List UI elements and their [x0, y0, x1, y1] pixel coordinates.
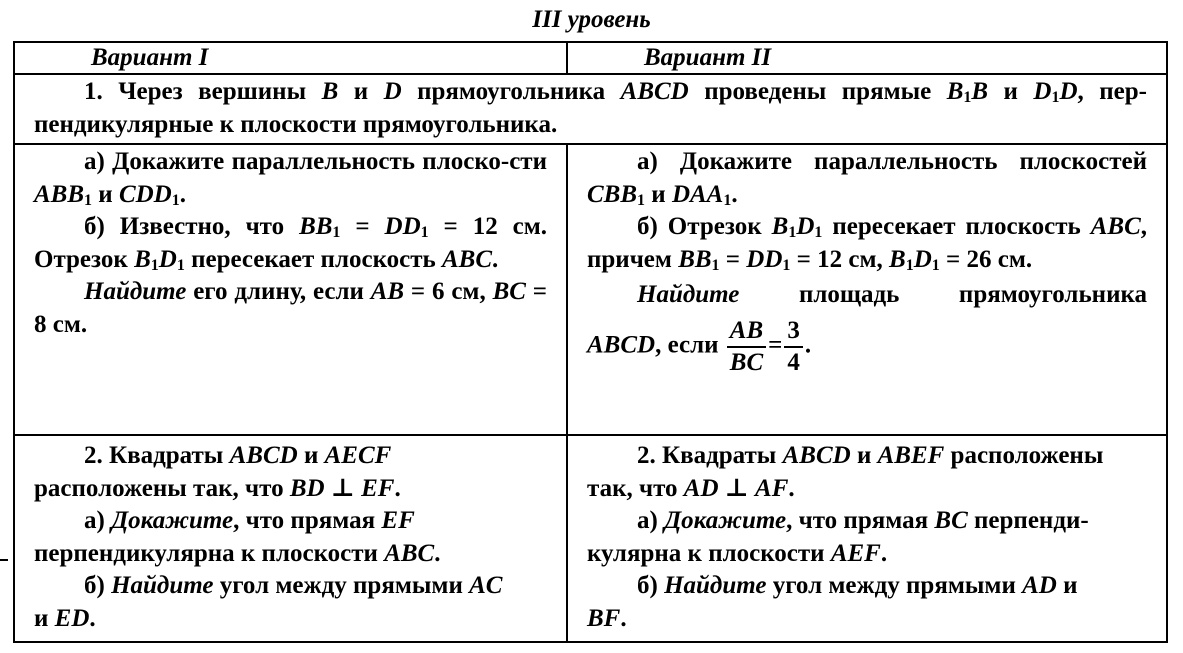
v1-task2-b-cont: и ED. [34, 604, 96, 632]
v2-task2-stem: 2. Квадраты ABCD и ABEF расположены [637, 442, 1104, 469]
v1-part-a: а) Докажите параллельность плоско-сти $ABB_1$ и $CDD_1$. [34, 148, 547, 209]
v2-part-b: б) Отрезок $B_1D_1$ пересекает плоскость ABC, причем $BB_1 = DD_1 = 12$ см, $B_1D_1 = 26$ см. [587, 213, 1148, 274]
v2-task2-a: а) Докажите, что прямая BC перпенди- [637, 507, 1089, 534]
v2-task2-b: б) Найдите угол между прямыми AD и [637, 572, 1078, 599]
task2-variant-1 [14, 435, 567, 642]
value-fraction: $\frac{3}{4}$ [784, 316, 803, 378]
header-variant-2: Вариант II [567, 42, 1167, 74]
v2-part-a: а) Докажите параллельность плоскостей $CBB_1$ и $DAA_1$. [587, 148, 1147, 209]
v1-task2-a-cont: перпендикулярна к плоскости ABC. [34, 539, 441, 567]
v1-find: Найдите его длину, если AB = 6 см, BC = 8 см. [34, 278, 548, 338]
variants-table [13, 41, 1168, 643]
margin-mark [0, 559, 8, 561]
header-variant-1: Вариант I [14, 42, 567, 74]
v2-task2-b-cont: BF. [587, 604, 627, 632]
page-title: III уровень [532, 6, 651, 33]
task2-row [14, 435, 1167, 642]
task1-variant-2 [567, 144, 1167, 435]
v1-task2-a: а) Докажите, что прямая EF [84, 507, 415, 534]
v1-task2-stem: 2. Квадраты ABCD и AECF [84, 442, 392, 469]
ratio-fraction: $\frac{AB}{BC}$ [727, 316, 766, 378]
v1-part-b-cont: Отрезок $B_1D_1$ пересекает плоскость ABC. [34, 245, 499, 274]
task1-variant-1 [14, 144, 567, 435]
v2-find: Найдите площадь прямоугольника [637, 281, 1147, 308]
v1-part-b: б) Известно, что $BB_1 = DD_1 = 12$ см. [84, 213, 547, 241]
task1-statement: 1. Через вершины B и D прямоугольника ABCD проведены прямые $B_1B$ и $D_1D$, пер-пендикулярные к плоскости прямоугольника. [14, 74, 1167, 144]
v1-task2-cond: расположены так, что BD ⊥ EF. [34, 474, 401, 502]
v2-task2-a-cont: кулярна к плоскости AEF. [587, 539, 888, 567]
task2-variant-2 [567, 435, 1167, 642]
task1-variants-row [14, 144, 1167, 435]
task1-common-row [14, 74, 1167, 144]
table-header-row [14, 42, 1167, 74]
v2-task2-cond: так, что AD ⊥ AF. [587, 474, 795, 502]
v2-find-formula: ABCD, если $\frac{AB}{BC}$ = $\frac{3}{4}$ . [587, 316, 812, 376]
v1-task2-b: б) Найдите угол между прямыми AC [84, 572, 503, 599]
